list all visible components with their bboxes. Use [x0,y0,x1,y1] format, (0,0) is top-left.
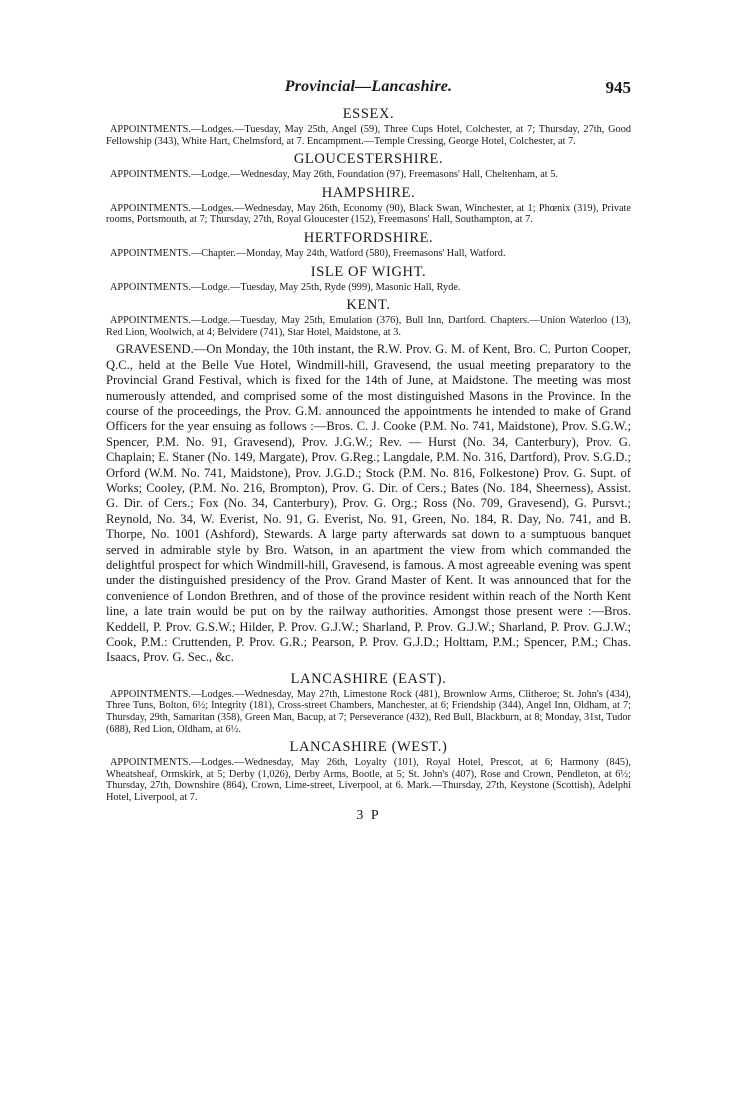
section-kent [106,297,631,666]
signature-mark: 3 P [356,807,381,823]
section-hampshire [106,185,631,226]
appointments-text: APPOINTMENTS.—Lodges.—Wednesday, May 26th, Loyalty (101), Royal Hotel, Prescot, at 6; Harmony (845), Wheatsheaf, Ormskirk, at 5; Derby (1,026), Derby Arms, Bootle, at 5; St. John's (407), Rose and Crown, Pendleton, at 6½; Thursday, 27th, Downshire (864), Crown, Lime-street, Liverpool, at 6. Mark.—Thursday, 27th, Keystone (Scottish), Adelphi Hotel, Liverpool, at 7. [106,757,631,804]
section-essex [106,106,631,147]
county-heading: ESSEX. [342,106,395,122]
section-hertfordshire [106,230,631,260]
county-heading: GLOUCESTERSHIRE. [293,151,444,168]
appointments-text: APPOINTMENTS.—Lodges.—Tuesday, May 25th, Angel (59), Three Cups Hotel, Colchester, at 7; Thursday, 27th, Good Fellowship (343), White Hart, Chelmsford, at 7. Encampment.—Temple Cressing, George Hotel, Colchester, at 7. [106,124,631,147]
appointments-text: APPOINTMENTS.—Chapter.—Monday, May 24th, Watford (580), Freemasons' Hall, Watford. [110,247,506,259]
section-gloucestershire [106,151,631,181]
section-lancashire-east [106,671,631,735]
county-heading: LANCASHIRE (EAST). [290,670,447,687]
running-title: Provincial—Lancashire. [284,78,453,95]
county-heading: HAMPSHIRE. [321,184,416,201]
appointments-text: APPOINTMENTS.—Lodge.—Tuesday, May 25th, Ryde (999), Masonic Hall, Ryde. [110,281,461,293]
appointments-text: APPOINTMENTS.—Lodge.—Tuesday, May 25th, Emulation (376), Bull Inn, Dartford. Chapters.—Union Waterloo (13), Red Lion, Woolwich, at 4; Belvidere (741), Star Hotel, Maidstone, at 3. [106,315,631,338]
report-paragraph: GRAVESEND.—On Monday, the 10th instant, the R.W. Prov. G. M. of Kent, Bro. C. Purton Cooper, Q.C., held at the Belle Vue Hotel, Windmill-hill, Gravesend, the usual meeting preparatory to the Provincial Grand Festival, which is fixed for the 14th of June, at Maidstone. The meeting was most numerously attended, and comprised some of the most distinguished Masons in the Province. In the course of the proceedings, the Prov. G.M. announced the appointments he intended to make of Grand Officers for the year ensuing as follows :—Bros. C. J. Cooke (P.M. No. 741, Maidstone), Prov. S.G.W.; Spencer, P.M. No. 91, Gravesend), Prov. J.G.W.; Rev. — Hurst (No. 34, Canterbury), Prov. G. Chaplain; E. Staner (No. 149, Margate), Prov. G.Reg.; Langdale, P.M. No. 316, Dartford), Prov. S.G.D.; Orford (W.M. No. 741, Maidstone), Prov. J.G.D.; Stock (P.M. No. 816, Folkestone) Prov. G. Supt. of Works; Cooley, (P.M. No. 216, Brompton), Prov. G. Dir. of Cers.; Bates (No. 184, Sheerness), Assist. G. Dir. of Cers.; Fox (No. 34, Canterbury), Prov. G. Org.; Ross (No. 709, Gravesend), G. Pursvt.; Reynold, No. 34, W. Everist, No. 91, G. Everist, No. 91, Green, No. 184, R. Day, No. 741, and B. Thorpe, No. 1001 (Ashford), Stewards. A large party afterwards sat down to a sumptuous banquet served in admirable style by Bro. Watson, in an apartment the view from which commanded the delightful prospect for which Windmill-hill, Gravesend, is famous. A most agreeable evening was spent under the distinguished presidency of the Prov. Grand Master of Kent. It was announced that for the convenience of London Brethren, and of those of the province resident within reach of the North Kent line, a late train would be put on by the railway authorities. Amongst those present were :—Bros. Keddell, P. Prov. G.S.W.; Hilder, P. Prov. G.J.W.; Sharland, P. Prov. G.J.W.; Sharland, P. Prov. G.J.W.; Cook, P.M.: Cruttenden, P. Prov. G.R.; Pearson, P. Prov. G.J.D.; Holttam, P.M.; Spencer, P.M.; Chas. Isaacs, Prov. G. Sec., &c. [106,342,631,665]
appointments-text: APPOINTMENTS.—Lodges.—Wednesday, May 27th, Limestone Rock (481), Brownlow Arms, Clitheroe; St. John's (434), Three Tuns, Bolton, 6½; Integrity (181), Cross-street Chambers, Manchester, at 6; Friendship (344), Angel Inn, Oldham, at 7; Thursday, 29th, Samaritan (358), Green Man, Bacup, at 7; Perseverance (432), Red Bull, Blackburn, at 8; Monday, 31st, Tudor (688), Red Lion, Oldham, at 6½. [106,688,631,735]
page-number: 945 [605,78,631,97]
section-lancashire-west [106,739,631,803]
county-heading: HERTFORDSHIRE. [303,229,434,246]
county-heading: ISLE OF WIGHT. [310,263,427,280]
appointments-text: APPOINTMENTS.—Lodges.—Wednesday, May 26th, Economy (90), Black Swan, Winchester, at 1; Phœnix (319), Private rooms, Portsmouth, at 7; Thursday, 27th, Royal Gloucester (152), Freemasons' Hall, Southampton, at 7. [106,202,631,226]
county-heading: KENT. [346,297,391,314]
section-isle-of-wight [106,264,631,294]
appointments-text: APPOINTMENTS.—Lodge.—Wednesday, May 26th, Foundation (97), Freemasons' Hall, Cheltenham, at 5. [110,169,558,181]
page-header [106,78,631,100]
county-heading: LANCASHIRE (WEST.) [289,739,448,756]
